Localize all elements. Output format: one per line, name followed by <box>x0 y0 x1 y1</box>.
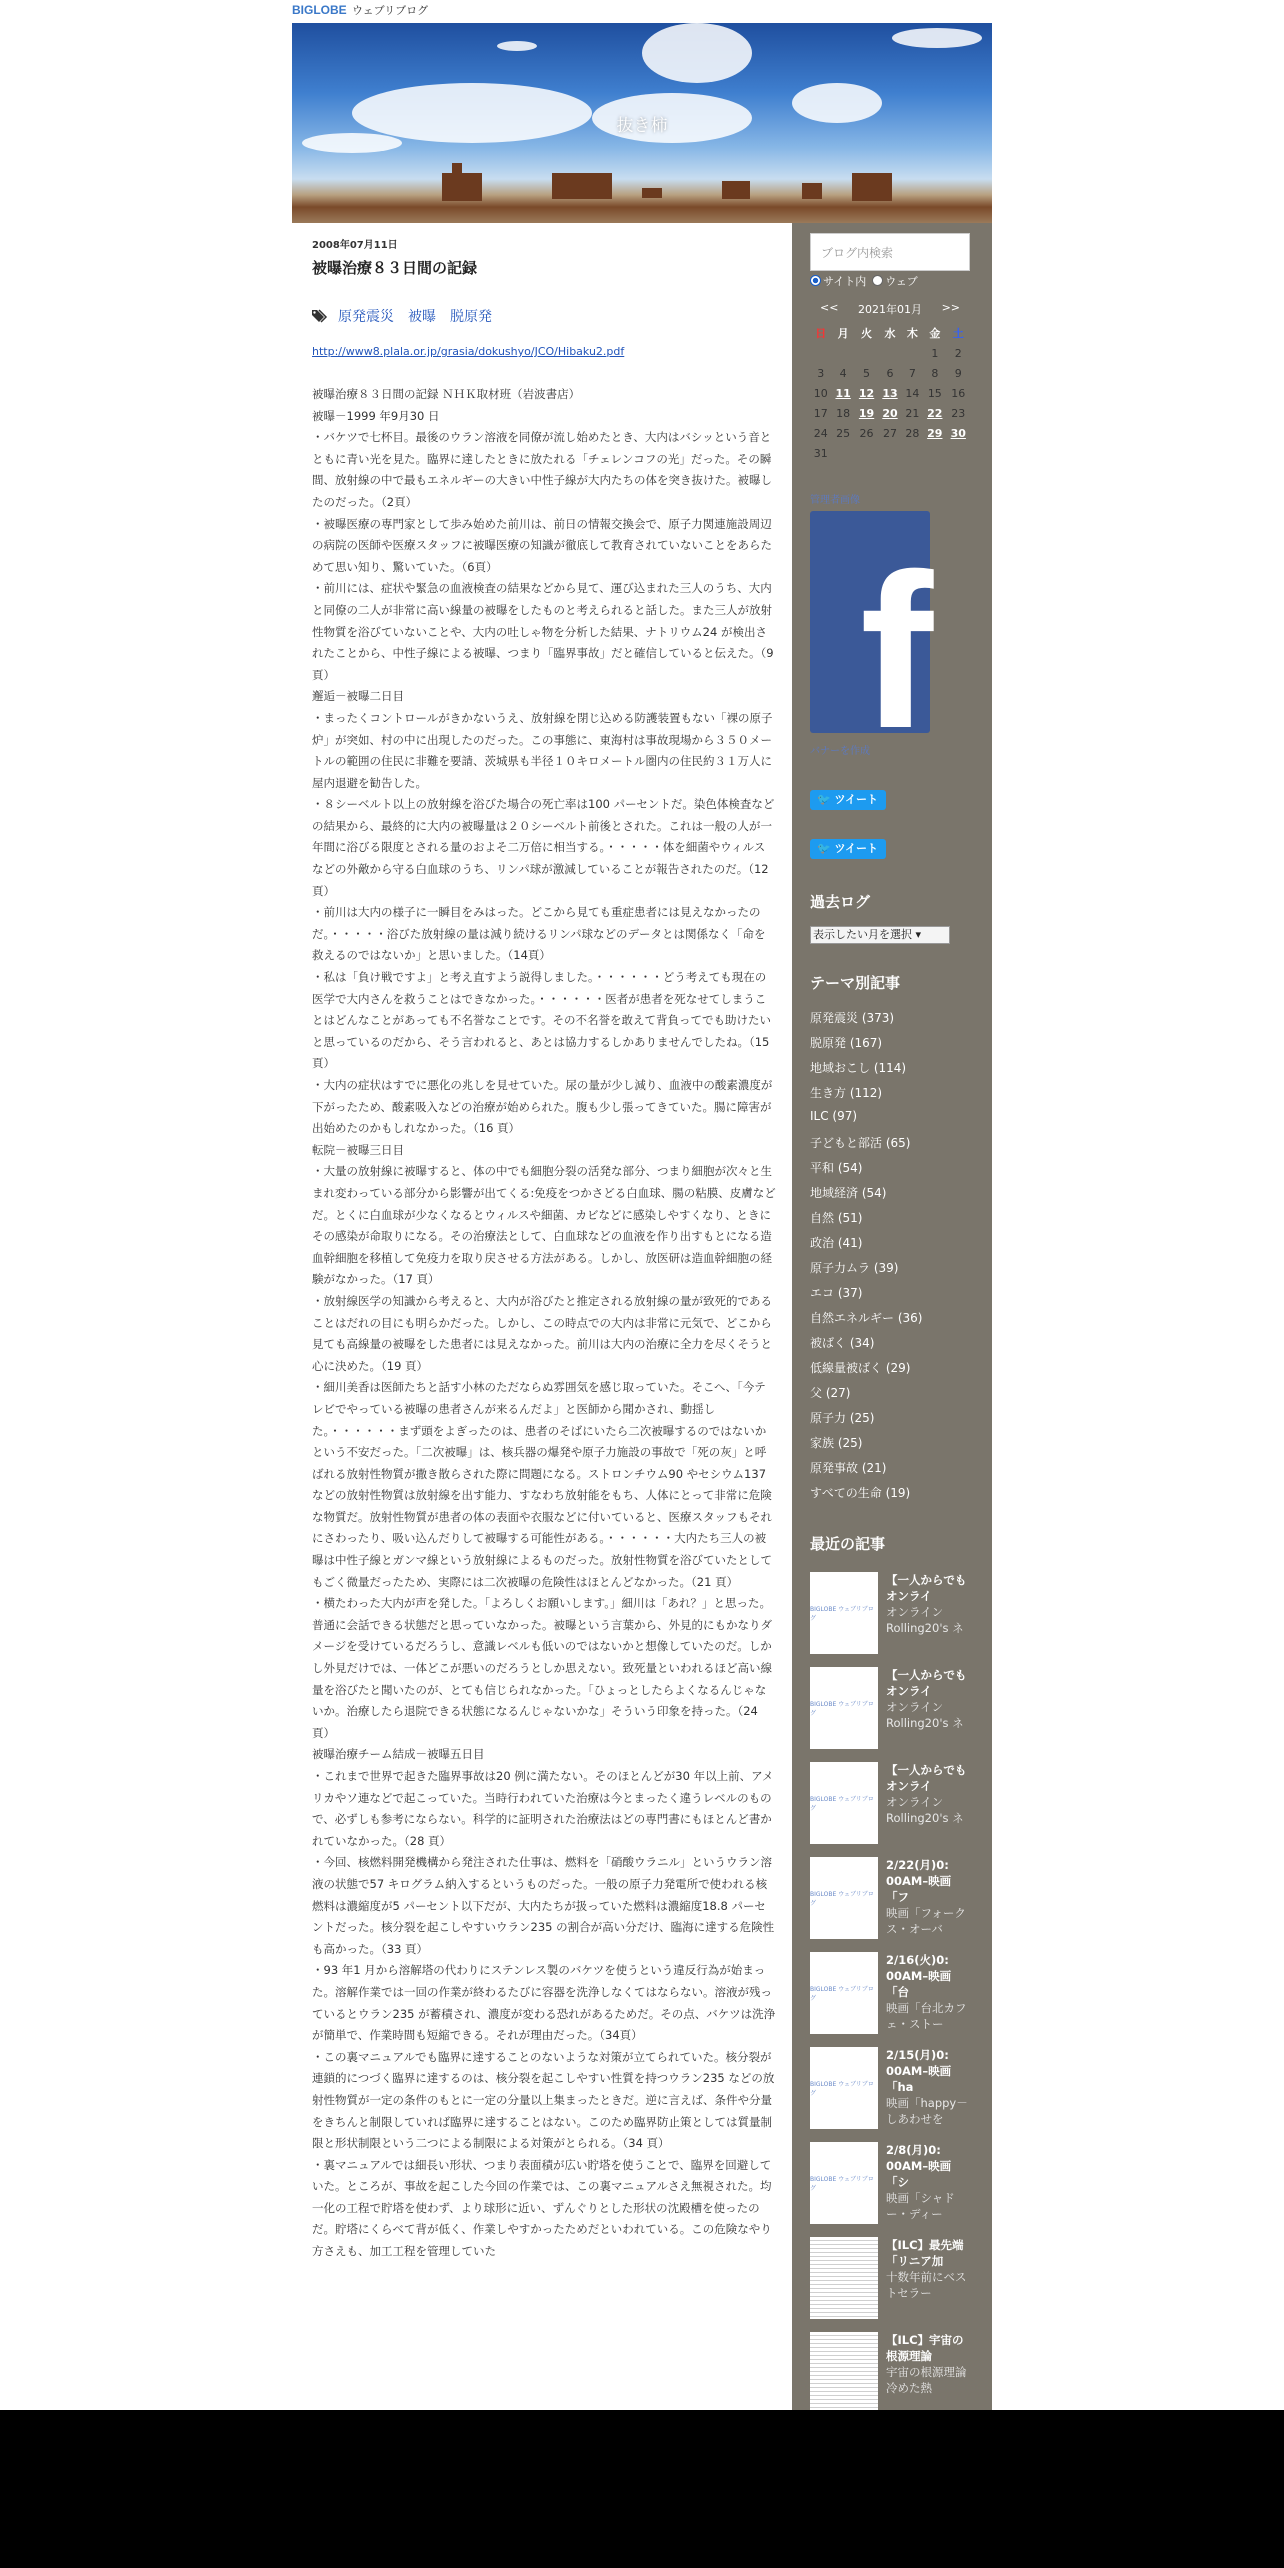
post-paragraph: ・これまで世界で起きた臨界事故は20 例に満たない。そのほとんどが30 年以上前、アメリカやソ連などで起こっていた。当時行われていた治療は今とまったく違うレベルのもので、必ずしも参考にならない。科学的に証明された治療法はどの専門書にもほとんど書かれていなかった。（28 頁） <box>312 1769 774 1848</box>
recent-post-text <box>886 2237 974 2325</box>
thumbnail-logo-text: BIGLOBE ウェブリブログ <box>810 1986 874 2002</box>
calendar-weekday: 土 <box>952 327 964 340</box>
chevron-down-icon: ▾ <box>915 928 922 941</box>
calendar-day: 7 <box>908 366 916 380</box>
post-paragraph: ・放射線医学の知識から考えると、大内が浴びたと推定される放射線の量が致死的であることはだれの目にも明らかだった。しかし、この時点での大内は非常に元気で、どこから見ても高線量の被曝をした患者には見えなかった。前川は大内の治療に全力を尽くそうと心に決めた。（19 頁） <box>312 1293 772 1373</box>
archive-month-select[interactable] <box>810 926 950 944</box>
post-tags <box>312 306 776 326</box>
tweet-button[interactable] <box>810 790 886 810</box>
create-banner-link[interactable]: バナーを作成 <box>810 746 870 757</box>
recent-heading: 最近の記事 <box>810 1535 886 1553</box>
theme-link[interactable]: エコ (37) <box>810 1286 863 1300</box>
post-paragraph: ・横たわった大内が声を発した。「よろしくお願いします。」細川は「あれ？」と思った。普通に会話できる状態だと思っていなかった。被曝という言葉から、外見的にもかなりダメージを受けているだろうし、意識レベルも低いのではないかと想像していたのだ。しかし外見だけでは、一体どこが悪いのだろうとしか思えない。致死量といわれるほど高い線量を浴びたと聞いたのが、とても信じられなかった。「ひょっとしたらよくなるんじゃないか。治療したら退院できる状態になるんじゃないかな」そういう印象を持った。（24 頁） <box>312 1596 772 1740</box>
calendar-day: 21 <box>905 406 920 420</box>
recent-post-excerpt: 映画「happy－しあわせを <box>886 2096 968 2126</box>
theme-link[interactable]: すべての生命 (19) <box>810 1486 911 1500</box>
radio-button[interactable] <box>872 275 883 286</box>
recent-post-text <box>886 1952 974 2040</box>
recent-post-excerpt: オンラインRolling20's ネ <box>886 1605 964 1635</box>
calendar-month: 2021年01月 <box>858 303 922 316</box>
post-thumbnail[interactable] <box>810 1762 878 1844</box>
post-thumbnail[interactable] <box>810 1952 878 2034</box>
calendar-day[interactable]: 19 <box>858 406 875 420</box>
recent-post-title[interactable]: 2/22(月)0: 00AM–映画「フ <box>886 1858 952 1904</box>
recent-post-excerpt: 宇宙の根源理論 冷めた熱 <box>886 2365 967 2395</box>
calendar-day: 5 <box>863 366 871 380</box>
theme-link[interactable]: ILC (97) <box>810 1109 858 1123</box>
sidebar <box>792 223 992 2410</box>
post-title[interactable]: 被曝治療８３日間の記録 <box>312 259 478 277</box>
recent-post-title[interactable]: 2/8(月)0: 00AM–映画「シ <box>886 2143 952 2189</box>
calendar-day: 10 <box>813 386 828 400</box>
theme-link[interactable]: 原子力 (25) <box>810 1411 875 1425</box>
post-paragraph: ・細川美香は医師たちと話す小林のただならぬ雰囲気を感じ取っていた。そこへ、「今テレビでやっている被曝の患者さんが来るんだよ」と医師から聞かされ、動揺した。・・・・・・まず頭をよぎったのは、患者のそばにいたら二次被曝するのではないかという不安だった。「二次被曝」は、核兵器の爆発や原子力施設の事故で「死の灰」と呼ばれる放射性物質が撒き散らされた際に問題になる。ストロンチウム90 やセシウム137 などの放射性物質は放射線を出す能力、すなわち放射能をもち、人体にとって非常に危険な物質だ。放射性物質が患者の体の表面や衣服などに付いていると、医療スタッフもそれにさわったり、吸い込んだりして被曝する可能性がある。・・・・・・大内たち三人の被曝は中性子線とガンマ線という放射線によるものだった。放射性物質を浴びていたとしてもごく微量だったため、実際には二次被曝の危険性はほとんどなかった。（21 頁） <box>312 1380 772 1589</box>
recent-post-excerpt: 映画「フォークス・オーバ <box>886 1906 966 1936</box>
mesa-shape <box>802 183 822 199</box>
calendar-day: 27 <box>882 426 897 440</box>
blog-title[interactable]: 抜き柿 <box>616 116 668 136</box>
recent-post-item[interactable] <box>810 1572 974 1667</box>
calendar-weekday: 水 <box>884 327 896 340</box>
post-paragraph: ・被曝医療の専門家として歩み始めた前川は、前日の情報交換会で、原子力関連施設周辺の病院の医師や医療スタッフに被曝医療の知識が徹底して教育されていないことをあらためて思い知り、驚いていた。（6頁） <box>312 516 772 574</box>
recent-post-item[interactable] <box>810 2237 974 2332</box>
calendar-day <box>855 443 878 463</box>
post-paragraph: 邂逅－被曝二日目 <box>312 689 404 704</box>
calendar-day <box>878 443 901 463</box>
theme-link[interactable]: 自然エネルギー (36) <box>810 1311 923 1325</box>
post-paragraph: ・93 年1 月から溶解塔の代わりにステンレス製のバケツを使うという違反行為が始まった。溶解作業では一回の作業が終わるたびに容器を洗浄しなくてはならない。溶液が残っているとウラン235 が蓄積され、濃度が変わる恐れがあるためだ。その点、バケツは洗浄が簡単で、作業時間も短縮できる。それが理由だった。（34頁） <box>312 1963 776 2043</box>
calendar <box>810 301 970 463</box>
post-paragraph: ・大内の症状はすでに悪化の兆しを見せていた。尿の量が少し減り、血液中の酸素濃度が下がったため、酸素吸入などの治療が始められた。腹も少し張ってきていた。腸に障害が出始めたのかもしれなかった。（16 頁） <box>312 1078 773 1136</box>
calendar-day: 4 <box>839 366 847 380</box>
post-thumbnail[interactable] <box>810 2332 878 2410</box>
calendar-day <box>878 343 901 363</box>
calendar-day <box>831 343 854 363</box>
cloud-shape <box>892 28 982 48</box>
post-paragraph: 転院－被曝三日目 <box>312 1142 404 1157</box>
calendar-weekday: 月 <box>837 327 849 340</box>
calendar-day: 2 <box>954 346 962 360</box>
post-paragraph: 被曝治療８３日間の記録 ＮＨＫ取材班（岩波書店） <box>312 387 581 401</box>
post-thumbnail[interactable] <box>810 2237 878 2319</box>
tweet-button[interactable] <box>810 839 886 859</box>
calendar-day <box>947 443 970 463</box>
theme-link[interactable]: 政治 (41) <box>810 1236 863 1250</box>
theme-link[interactable]: 地域経済 (54) <box>810 1186 887 1200</box>
calendar-day <box>902 343 923 363</box>
recent-post-text <box>886 1857 974 1945</box>
tag-link[interactable]: 脱原発 <box>450 309 492 325</box>
calendar-day: 6 <box>886 366 894 380</box>
post-paragraph: ・私は「負け戦ですよ」と考え直すよう説得しました。・・・・・・どう考えても現在の医学で大内さんを救うことはできなかった。・・・・・・医者が患者を死なせてしまうことはどんなことがあっても不名誉なことです。その不名誉を敢えて背負ってでも助けたいと思っているのだから、そう言われると、あとは協力するしかありませんでしたね。（15 頁） <box>312 970 771 1071</box>
theme-link[interactable]: 地域おこし (114) <box>810 1061 907 1075</box>
recent-post-item[interactable] <box>810 2047 974 2142</box>
theme-link[interactable]: 被ばく (34) <box>810 1336 875 1350</box>
recent-post-title[interactable]: 2/16(火)0: 00AM–映画「台 <box>886 1953 952 1999</box>
mesa-shape <box>852 173 892 201</box>
search-scope <box>810 273 974 289</box>
calendar-day: 1 <box>931 346 939 360</box>
post-paragraph: ・前川には、症状や緊急の血液検査の結果などから見て、運び込まれた三人のうち、大内と同僚の二人が非常に高い線量の被曝をしたものと考えられると話した。また三人が放射性物質を浴びていないことや、大内の吐しゃ物を分析した結果、ナトリウム24 が検出されたことから、中性子線による被曝、つまり「臨界事故」だと確信していると伝えた。（9頁） <box>312 581 774 682</box>
thumbnail-logo-text: BIGLOBE ウェブリブログ <box>810 1891 874 1907</box>
blog-header-banner[interactable] <box>292 23 992 223</box>
calendar-day: 17 <box>813 406 828 420</box>
post-thumbnail[interactable] <box>810 2047 878 2129</box>
calendar-week <box>810 423 970 443</box>
calendar-day: 28 <box>905 426 920 440</box>
post-body <box>312 384 776 2263</box>
post-date: 2008年07月11日 <box>312 240 398 251</box>
theme-heading: テーマ別記事 <box>810 974 901 992</box>
post-thumbnail[interactable] <box>810 1572 878 1654</box>
calendar-day: 15 <box>927 386 942 400</box>
recent-post-title[interactable]: 【ILC】宇宙の根源理論 <box>886 2333 964 2363</box>
calendar-day <box>902 443 923 463</box>
calendar-header <box>810 301 970 317</box>
mesa-shape <box>552 173 612 199</box>
calendar-day[interactable]: 22 <box>927 406 943 420</box>
recent-post-item[interactable] <box>810 1762 974 1857</box>
theme-link[interactable]: 家族 (25) <box>810 1436 863 1450</box>
calendar-day: 25 <box>836 426 851 440</box>
calendar-day: 24 <box>813 426 828 440</box>
theme-link[interactable]: 原発震災 (373) <box>810 1011 895 1025</box>
recent-post-excerpt: オンラインRolling20's ネ <box>886 1795 964 1825</box>
thumbnail-logo-text: BIGLOBE ウェブリブログ <box>810 2176 874 2192</box>
radio-site-label: サイト内 <box>823 275 867 288</box>
post-paragraph: 被曝－1999 年9月30 日 <box>312 408 440 423</box>
calendar-weekday: 金 <box>929 327 941 340</box>
calendar-grid <box>810 323 970 463</box>
archive-heading: 過去ログ <box>810 893 871 911</box>
theme-link[interactable]: 自然 (51) <box>810 1211 863 1225</box>
calendar-day[interactable]: 11 <box>835 386 851 400</box>
brand-sub: ウェブリブログ <box>352 5 429 17</box>
radio-web[interactable] <box>872 273 918 289</box>
recent-post-item[interactable] <box>810 2142 974 2237</box>
recent-posts-list <box>810 1572 974 2410</box>
theme-link[interactable]: 平和 (54) <box>810 1161 863 1175</box>
thumbnail-logo-text: BIGLOBE ウェブリブログ <box>810 1796 874 1812</box>
tag-link[interactable]: 原発震災 <box>338 309 394 325</box>
calendar-day[interactable]: 30 <box>950 426 966 440</box>
cloud-shape <box>497 41 537 51</box>
calendar-week <box>810 363 970 383</box>
recent-post-item[interactable] <box>810 2332 974 2410</box>
calendar-day: 3 <box>817 366 825 380</box>
recent-post-title[interactable]: 【ILC】最先端「リニア加 <box>886 2238 964 2268</box>
calendar-week <box>810 443 970 463</box>
profile-image-link[interactable]: 管理者画像 <box>810 495 860 506</box>
mesa-shape <box>452 163 462 177</box>
recent-post-title[interactable]: 2/15(月)0: 00AM–映画「ha <box>886 2048 952 2094</box>
calendar-day[interactable]: 20 <box>882 406 898 420</box>
cloud-shape <box>642 23 752 83</box>
recent-post-title[interactable]: 【一人からでもオンライ <box>886 1763 967 1793</box>
tags-icon <box>312 309 330 323</box>
brand-name: BIGLOBE <box>292 3 347 17</box>
calendar-day: 8 <box>931 366 939 380</box>
calendar-next-link[interactable]: >> <box>941 301 960 314</box>
theme-link[interactable]: 子どもと部活 (65) <box>810 1136 911 1150</box>
calendar-day: 26 <box>859 426 874 440</box>
calendar-day: 23 <box>951 406 966 420</box>
post-paragraph: 被曝治療チーム結成－被曝五日目 <box>312 1747 485 1762</box>
recent-post-text <box>886 1667 974 1755</box>
post-paragraph: ・前川は大内の様子に一瞬目をみはった。どこから見ても重症患者には見えなかったのだ。・・・・・浴びた放射線の量は減り続けるリンパ球などのデータとは関係なく「命を救えるのではないか」と思いました。（14頁） <box>312 905 766 963</box>
calendar-day[interactable]: 12 <box>858 386 875 400</box>
post-thumbnail[interactable] <box>810 1667 878 1749</box>
source-pdf-link[interactable]: http://www8.plala.or.jp/grasia/dokushyo/JCO/Hibaku2.pdf <box>312 345 625 358</box>
thumbnail-logo-text: BIGLOBE ウェブリブログ <box>810 2081 874 2097</box>
recent-post-title[interactable]: 【一人からでもオンライ <box>886 1573 967 1603</box>
calendar-day: 16 <box>951 386 966 400</box>
recent-post-title[interactable]: 【一人からでもオンライ <box>886 1668 967 1698</box>
biglobe-logo[interactable] <box>292 0 992 21</box>
cloud-shape <box>302 133 402 153</box>
post-paragraph: ・まったくコントロールがきかないうえ、放射線を閉じ込める防護装置もない「裸の原子炉」が突如、村の中に出現したのだった。この事態に、東海村は事故現場から３５０メートルの範囲の住民に非難を要請、茨城県も半径１０キロメートル圏内の住民約３１万人に屋内退避を勧告した。 <box>312 710 773 790</box>
mesa-shape <box>722 181 750 199</box>
calendar-day: 14 <box>905 386 920 400</box>
recent-post-text <box>886 1762 974 1850</box>
mesa-shape <box>442 173 482 201</box>
radio-site[interactable] <box>810 273 866 289</box>
theme-link[interactable]: 原子力ムラ (39) <box>810 1261 899 1275</box>
calendar-week <box>810 383 970 403</box>
post-paragraph: ・今回、核燃料開発機構から発注された仕事は、燃料を「硝酸ウラニル」というウラン溶液の状態で57 キログラム納入するというものだった。一般の原子力発電所で使われる核燃料は濃縮度が5 パーセント以下だが、大内たちが扱っていた燃料は濃縮度18.8 パーセントだった。核分裂を起こしやすいウラン235 の割合が高い分だけ、臨海に達する危険性も高かった。（33 頁） <box>312 1855 775 1956</box>
recent-post-item[interactable] <box>810 1857 974 1952</box>
theme-list <box>810 1009 974 1509</box>
recent-post-text <box>886 2047 974 2135</box>
theme-link[interactable]: 生き方 (112) <box>810 1086 883 1100</box>
calendar-week <box>810 343 970 363</box>
tweet-label: ツイート <box>834 793 878 806</box>
recent-post-item[interactable] <box>810 1667 974 1762</box>
archive-select-label: 表示したい月を選択 <box>813 928 912 941</box>
recent-post-text <box>886 2142 974 2230</box>
facebook-icon: f <box>860 528 934 774</box>
post-paragraph: ・バケツで七杯目。最後のウラン溶液を同僚が流し始めたとき、大内はバシッという音とともに青い光を見た。臨界に達したときに放たれる「チェレンコフの光」だった。その瞬間、放射線の中で最もエネルギーの大きい中性子線が大内たちの体を突き抜けた。被曝したのだった。（2頁） <box>312 430 772 509</box>
article-column <box>292 223 792 2410</box>
recent-post-excerpt: 映画「シャドー・ディー <box>886 2191 955 2221</box>
post-thumbnail[interactable] <box>810 1857 878 1939</box>
thumbnail-logo-text: BIGLOBE ウェブリブログ <box>810 1606 874 1622</box>
mesa-shape <box>642 188 662 198</box>
tweet-label: ツイート <box>834 842 878 855</box>
calendar-day <box>855 343 878 363</box>
recent-post-item[interactable] <box>810 1952 974 2047</box>
thumbnail-logo-text: BIGLOBE ウェブリブログ <box>810 1701 874 1717</box>
post-paragraph: ・この裏マニュアルでも臨界に達することのないような対策が立てられていた。核分裂が連鎖的につづく臨界に達するのは、核分裂を起こしやすい性質を持つウラン235 などの放射性物質が一定の条件のもとに一定の分量以上集まったときだ。逆に言えば、条件や分量をきちんと制限していれば臨界に達することはない。このため臨界防止策としては質量制限と形状制限という二つによる制限による対策がとられる。（34 頁） <box>312 2049 775 2151</box>
calendar-weekday: 日 <box>815 327 827 340</box>
recent-post-excerpt: 十数年前にベストセラー <box>886 2270 967 2300</box>
radio-button-checked[interactable] <box>810 275 821 286</box>
top-bar <box>292 0 992 22</box>
calendar-prev-link[interactable]: << <box>820 301 839 314</box>
calendar-weekday: 木 <box>906 327 918 340</box>
recent-post-excerpt: オンラインRolling20's ネ <box>886 1700 964 1730</box>
blog-search-input[interactable]: ブログ内検索 <box>810 233 970 271</box>
calendar-week <box>810 403 970 423</box>
theme-link[interactable]: 原発事故 (21) <box>810 1461 887 1475</box>
calendar-day: 31 <box>813 446 828 460</box>
calendar-day <box>810 343 831 363</box>
radio-web-label: ウェブ <box>885 275 918 288</box>
calendar-weekday: 火 <box>861 327 873 340</box>
post-paragraph: ・８シーベルト以上の放射線を浴びた場合の死亡率は100 パーセントだ。染色体検査などの結果から、最終的に大内の被曝量は２０シーベルト前後とされた。これは一般の人が一年間に浴びる限度とされる量のおよそ二万倍に相当する。・・・・・体を細菌やウィルスなどの外敵から守る白血球のうち、リンパ球が激減していることが報告されたのだ。（12 頁） <box>312 797 775 898</box>
post-paragraph: ・大量の放射線に被曝すると、体の中でも細胞分裂の活発な部分、つまり細胞が次々と生まれ変わっている部分から影響が出てくる:免疫をつかさどる白血球、腸の粘膜、皮膚などだ。とくに白血球が少なくなるとウィルスや細菌、カビなどに感染しやすくなり、ときにその感染が命取りになる。その治療法として、白血球などの血液を作り出すもとになる造血幹細胞を移植して免疫力を取り戻させる方法がある。しかし、放医研は造血幹細胞の経験がなかった。（17 頁） <box>312 1164 776 1287</box>
calendar-day <box>923 443 946 463</box>
calendar-day[interactable]: 29 <box>927 426 943 440</box>
theme-link[interactable]: 父 (27) <box>810 1386 851 1400</box>
theme-link[interactable]: 低線量被ばく (29) <box>810 1361 911 1375</box>
page-bottom-area <box>0 2410 1284 2568</box>
recent-post-text <box>886 2332 974 2410</box>
calendar-day[interactable]: 13 <box>882 386 898 400</box>
theme-link[interactable]: 脱原発 (167) <box>810 1036 883 1050</box>
recent-post-excerpt: 映画「台北カフェ・ストー <box>886 2001 967 2031</box>
recent-post-text <box>886 1572 974 1660</box>
calendar-day: 18 <box>836 406 851 420</box>
post-thumbnail[interactable] <box>810 2142 878 2224</box>
tag-link[interactable]: 被曝 <box>408 309 436 325</box>
calendar-day: 9 <box>954 366 962 380</box>
twitter-icon: 🐦 <box>817 793 831 806</box>
post-paragraph: ・裏マニュアルでは細長い形状、つまり表面積が広い貯塔を使うことで、臨界を回避していた。ところが、事故を起こした今回の作業では、この裏マニュアルさえ無視された。均一化の工程で貯塔を使わず、より球形に近い、ずんぐりとした形状の沈殿槽を使ったのだ。貯塔にくらべて背が低く、作業しやすかったためだといわれている。この危険なやり方さえも、加工工程を管理していた <box>312 2157 772 2259</box>
calendar-day <box>831 443 854 463</box>
twitter-icon: 🐦 <box>817 842 831 855</box>
